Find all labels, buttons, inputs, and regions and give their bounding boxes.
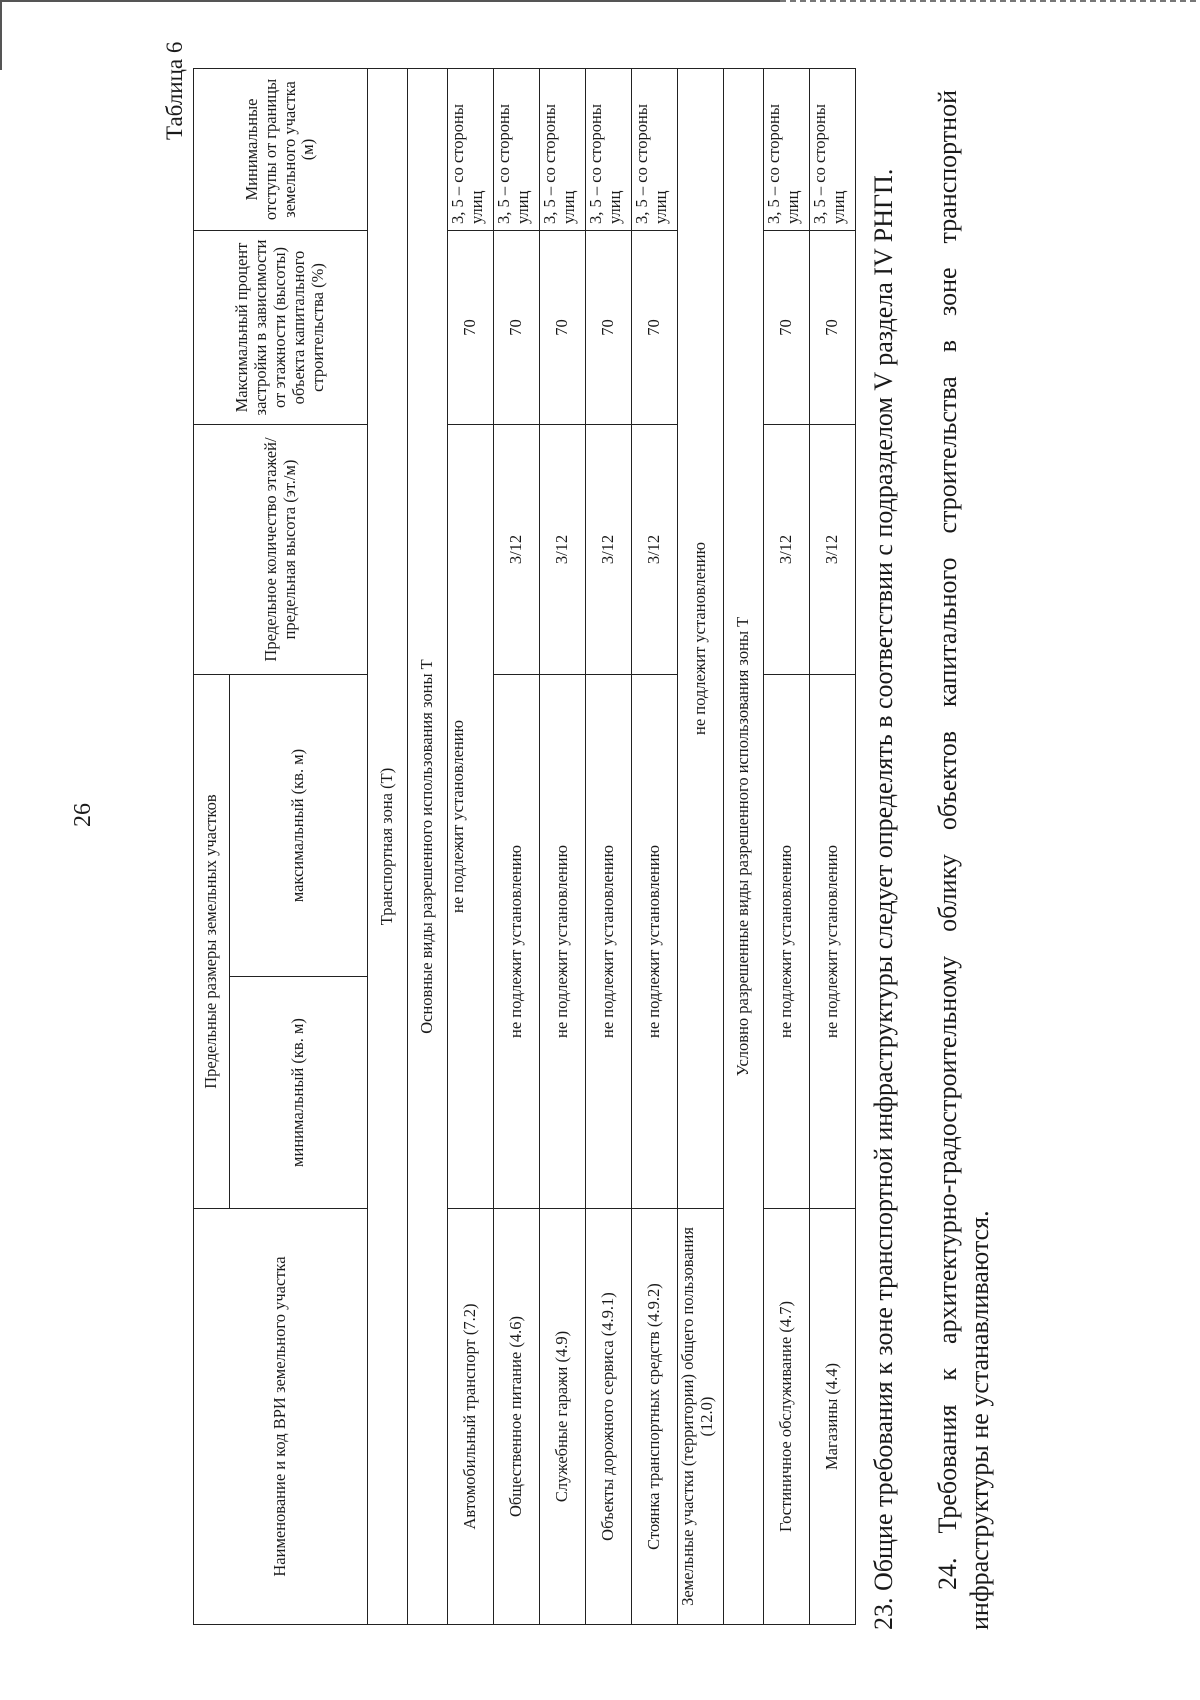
- row-coverage: 70: [448, 231, 494, 425]
- row-coverage: 70: [494, 231, 540, 425]
- row-name: Гостиничное обслуживание (4.7): [764, 1209, 810, 1625]
- row-coverage: 70: [810, 231, 856, 425]
- table-row-public: [678, 69, 724, 1625]
- row-floors: 3/12: [540, 425, 586, 675]
- row-name: Служебные гаражи (4.9): [540, 1209, 586, 1625]
- row-name: Земельные участки (территории) общего пользования (12.0): [678, 1209, 724, 1625]
- row-setback: 3, 5 – со стороны улиц: [448, 69, 494, 231]
- main-section-row: [408, 69, 448, 1625]
- row-name: Стоянка транспортных средств (4.9.2): [632, 1209, 678, 1625]
- table-row: [540, 69, 586, 1625]
- paragraph-24: 24. Требования к архитектурно-градостроительному облику объектов капитального строительства в зоне транспортной инфраструктуры не устанавливаются.: [933, 90, 994, 1630]
- row-size: не подлежит установлению: [764, 675, 810, 1209]
- row-value-merged: не подлежит установлению: [678, 69, 724, 1209]
- zoning-table: [193, 68, 856, 1625]
- row-name: Общественное питание (4.6): [494, 1209, 540, 1625]
- table-row: [586, 69, 632, 1625]
- row-floors: 3/12: [764, 425, 810, 675]
- row-setback: 3, 5 – со стороны улиц: [586, 69, 632, 231]
- row-coverage: 70: [764, 231, 810, 425]
- row-name: Объекты дорожного сервиса (4.9.1): [586, 1209, 632, 1625]
- header-setback: Минимальные отступы от границы земельного участка (м): [194, 69, 368, 231]
- header-max-area: максимальный (кв. м): [230, 675, 368, 977]
- conditional-section-row: [724, 69, 764, 1625]
- table-row: [632, 69, 678, 1625]
- main-section-title: Основные виды разрешенного использования зоны Т: [408, 69, 448, 1625]
- row-size: не подлежит установлению: [494, 675, 540, 1209]
- table-row: [764, 69, 810, 1625]
- header-row-1: [194, 69, 230, 1625]
- header-floors: Предельное количество этажей/предельная высота (эт./м): [194, 425, 368, 675]
- conditional-section-title: Условно разрешенные виды разрешенного использования зоны Т: [724, 69, 764, 1625]
- row-size: не подлежит установлению: [586, 675, 632, 1209]
- row-size: не подлежит установлению: [810, 675, 856, 1209]
- page-number: 26: [70, 803, 96, 827]
- table-caption: Таблица 6: [162, 41, 187, 140]
- row-setback: 3, 5 – со стороны улиц: [810, 69, 856, 231]
- row-floors: 3/12: [586, 425, 632, 675]
- table-row: [494, 69, 540, 1625]
- zone-title-row: [368, 69, 408, 1625]
- row-coverage: 70: [586, 231, 632, 425]
- row-size: не подлежит установлению: [632, 675, 678, 1209]
- row-setback: 3, 5 – со стороны улиц: [632, 69, 678, 231]
- table-row: [448, 69, 494, 1625]
- row-size: не подлежит установлению: [540, 675, 586, 1209]
- row-name: Автомобильный транспорт (7.2): [448, 1209, 494, 1625]
- row-setback: 3, 5 – со стороны улиц: [494, 69, 540, 231]
- row-coverage: 70: [540, 231, 586, 425]
- header-plot-sizes: Предельные размеры земельных участков: [194, 675, 230, 1209]
- row-setback: 3, 5 – со стороны улиц: [764, 69, 810, 231]
- zone-title: Транспортная зона (Т): [368, 69, 408, 1625]
- row-floors: 3/12: [632, 425, 678, 675]
- row-floors: 3/12: [494, 425, 540, 675]
- row-coverage: 70: [632, 231, 678, 425]
- row-name: Магазины (4.4): [810, 1209, 856, 1625]
- paragraph-23: 23. Общие требования к зоне транспортной инфраструктуры следует определять в соответствии с подразделом V раздела IV РНГП.: [869, 168, 898, 1630]
- header-min-area: минимальный (кв. м): [230, 977, 368, 1209]
- table-row: [810, 69, 856, 1625]
- header-coverage: Максимальный процент застройки в зависимости от этажности (высоты) объекта капитального строительства (%): [194, 231, 368, 425]
- row-floors: 3/12: [810, 425, 856, 675]
- row-setback: 3, 5 – со стороны улиц: [540, 69, 586, 231]
- header-name: Наименование и код ВРИ земельного участка: [194, 1209, 368, 1625]
- row-size-merged: не подлежит установлению: [448, 425, 494, 1209]
